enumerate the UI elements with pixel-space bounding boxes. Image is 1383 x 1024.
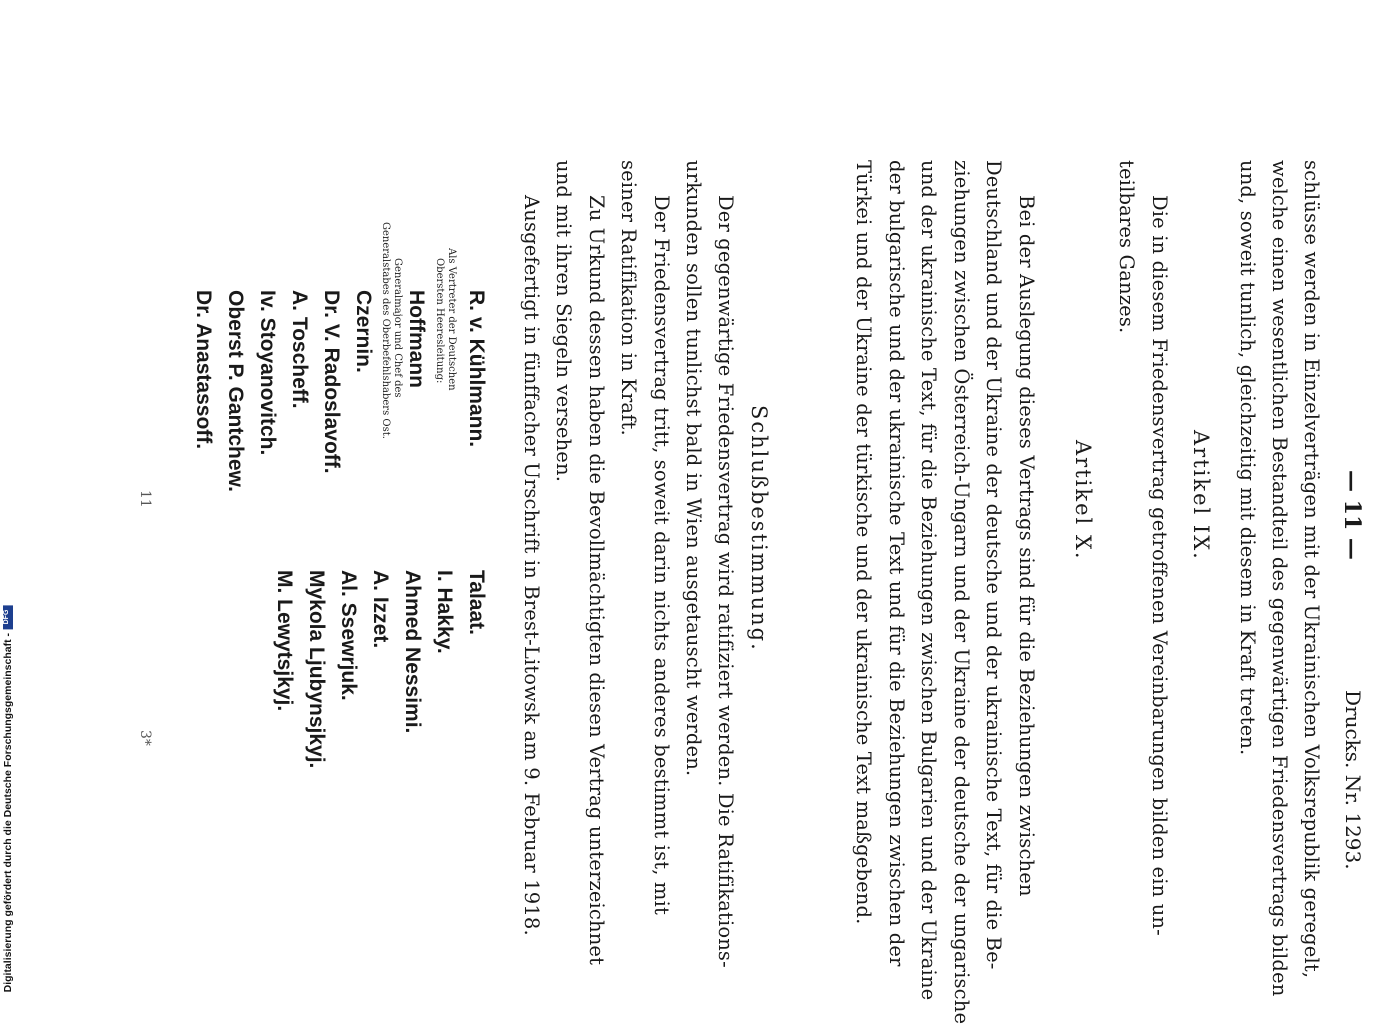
digitization-note (2, 605, 14, 992)
signature: Iv. Stoyanovitch. (256, 290, 279, 456)
signature-note: Obersten Heeresleitung: (434, 258, 445, 384)
signature: A. Izzet. (369, 570, 392, 649)
body-line: welche einen wesentlichen Bestandteil des gegenwärtigen Friedensvertrags bilden (1268, 160, 1291, 997)
article-10-line: ziehungen zwischen Österreich-Ungarn und der Ukraine der deutsche der ungarische (950, 160, 973, 1024)
dfg-logo-icon: DFG (3, 605, 13, 629)
final-provision-line: Ausgefertigt in fünffacher Urschrift in Brest-Litowsk am 9. Februar 1918. (520, 195, 543, 936)
signature-note: Generalstabes des Oberbefehlshabers Ost. (380, 222, 391, 439)
signature: Mykola Ljubynsjkyj. (305, 570, 328, 769)
signature-note: Generalmajor und Chef des (392, 258, 403, 398)
signature: Czernin. (352, 290, 375, 373)
article-9-heading: Artikel IX. (1189, 430, 1213, 561)
signature: R. v. Kühlmann. (465, 290, 488, 448)
digitization-text: Digitalisierung gefördert durch die Deutsche Forschungsgemeinschaft - (2, 632, 14, 992)
signature: Talaat. (465, 570, 488, 635)
signature-note: Als Vertreter der Deutschen (446, 248, 457, 391)
sheet-mark: 3* (137, 730, 153, 746)
signature: Hoffmann (405, 290, 428, 388)
final-provision-line: und mit ihren Siegeln versehen. (552, 160, 575, 483)
body-line: schlüsse werden in Einzelverträgen mit der Ukrainischen Volksrepublik geregelt, (1300, 160, 1323, 979)
final-provision-line: Zu Urkund dessen haben die Bevollmächtigten diesen Vertrag unterzeichnet (585, 195, 608, 966)
signature: Dr. V. Radoslavoff. (320, 290, 343, 474)
body-line: und, soweit tunlich, gleichzeitig mit diesem in Kraft treten. (1236, 160, 1259, 756)
signature: Dr. Anastassoff. (192, 290, 215, 450)
article-9-line: Die in diesem Friedensvertrag getroffenen Vereinbarungen bilden ein un- (1148, 195, 1171, 936)
print-reference: Drucks. Nr. 1293. (1341, 690, 1365, 870)
final-provision-line: Der Friedensvertrag tritt, soweit darin nichts anderes bestimmt ist, mit (650, 195, 673, 915)
small-mark: 11 (137, 490, 153, 508)
signature: Al. Ssewrjuk. (337, 570, 360, 701)
article-10-line: Deutschland und der Ukraine der deutsche und der ukrainische Text, für die Be- (982, 160, 1005, 970)
signature: Ahmed Nessimi. (401, 570, 424, 734)
article-10-heading: Artikel X. (1071, 440, 1095, 561)
article-10-line: Türkei und der Ukraine der türkische und der ukrainische Text maßgebend. (852, 160, 875, 925)
article-10-line: der bulgarische und der ukrainische Text und für die Beziehungen zwischen der (885, 160, 908, 967)
final-provision-line: seiner Ratifikation in Kraft. (617, 160, 640, 436)
final-provision-line: Der gegenwärtige Friedensvertrag wird ratifiziert werden. Die Ratifikations- (714, 195, 737, 968)
signature: A. Toscheff. (288, 290, 311, 409)
signature: M. Lewytsjkyj. (273, 570, 296, 712)
article-9-line: teilbares Ganzes. (1115, 160, 1138, 334)
final-provision-heading: Schlußbestimmung. (747, 405, 771, 652)
article-10-line: Bei der Auslegung dieses Vertrags sind für die Beziehungen zwischen (1015, 195, 1038, 897)
final-provision-line: urkunden sollen tunlichst bald in Wien ausgetauscht werden. (682, 160, 705, 777)
page-number: — 11 — (1339, 470, 1365, 560)
signature: I. Hakky. (433, 570, 456, 654)
article-10-line: und der ukrainische Text, für die Beziehungen zwischen Bulgarien und der Ukraine (917, 160, 940, 1001)
signature: Oberst P. Gantchew. (224, 290, 247, 492)
